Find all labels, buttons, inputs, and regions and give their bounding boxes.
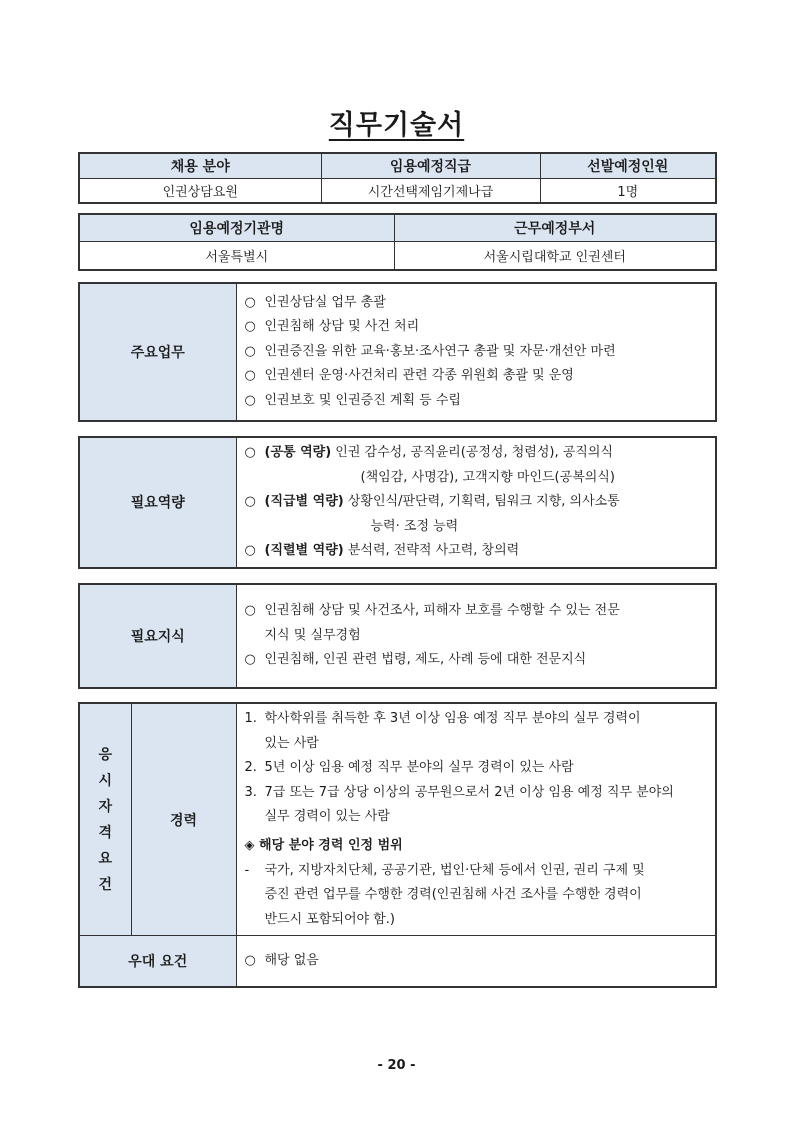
- list-item: ○ (직급별 역량) 상황인식/판단력, 기획력, 팀워크 지향, 의사소통: [244, 494, 620, 510]
- list-item: - 국가, 지방자치단체, 공공기관, 법인·단체 등에서 인권, 권리 구제 및: [244, 862, 645, 878]
- value-field: 인권상담요원: [79, 179, 321, 204]
- preference-value: [236, 936, 716, 988]
- list-item: ○ 인권보호 및 인권증진 계획 등 수립: [244, 392, 461, 408]
- list-item-continuation: 실무 경력이 있는 사람: [264, 809, 390, 825]
- qualifications-table: [78, 702, 717, 988]
- list-item: ○ 인권증진을 위한 교육·홍보·조사연구 총괄 및 자문·개선안 마련: [244, 343, 616, 359]
- experience-list: [236, 703, 716, 936]
- list-item: ○ 인권침해 상담 및 사건 처리: [244, 319, 420, 335]
- header-field: 채용 분야: [79, 153, 321, 179]
- competencies-list: [236, 437, 716, 568]
- competencies-table: [78, 436, 717, 569]
- knowledge-label: 필요지식: [79, 584, 236, 688]
- experience-label: 경력: [131, 703, 236, 936]
- header-department: 근무예정부서: [394, 214, 716, 242]
- list-item-continuation: 증진 관련 업무를 수행한 경력(인권침해 사건 조사를 수행한 경력이: [264, 887, 642, 903]
- list-item-continuation: 지식 및 실무경험: [264, 627, 361, 643]
- list-item-continuation: 능력· 조정 능력: [370, 518, 459, 534]
- knowledge-table: [78, 583, 717, 689]
- list-item: ○ 인권상담실 업무 총괄: [244, 294, 386, 310]
- value-agency: 서울특별시: [79, 242, 394, 271]
- list-item-continuation: 있는 사람: [264, 735, 319, 751]
- recognition-range-heading: ◈ 해당 분야 경력 인정 범위: [244, 837, 403, 853]
- page-title: 직무기술서: [328, 110, 465, 141]
- page-number: - 20 -: [377, 1058, 416, 1073]
- list-item: 3. 7급 또는 7급 상당 이상의 공무원으로서 2년 이상 임용 예정 직무 분야의: [244, 784, 674, 800]
- knowledge-list: [236, 584, 716, 688]
- value-department: 서울시립대학교 인권센터: [394, 242, 716, 271]
- list-item: 1. 학사학위를 취득한 후 3년 이상 임용 예정 직무 분야의 실무 경력이: [244, 711, 641, 726]
- list-item: ○ 인권침해, 인권 관련 법령, 제도, 사례 등에 대한 전문지식: [244, 652, 587, 668]
- list-item: ○ (공통 역량) 인권 감수성, 공직윤리(공정성, 청렴성), 공직의식: [244, 445, 613, 460]
- main-duties-list: [236, 283, 716, 421]
- value-headcount: 1명: [540, 179, 716, 204]
- header-grade: 임용예정직급: [321, 153, 540, 179]
- agency-info-table: [78, 213, 717, 271]
- preference-label: 우대 요건: [79, 936, 236, 988]
- list-item: 2. 5년 이상 임용 예정 직무 분야의 실무 경력이 있는 사람: [244, 760, 574, 776]
- list-item: ○ 인권센터 운영·사건처리 관련 각종 위원회 총괄 및 운영: [244, 368, 574, 384]
- list-item: ○ 인권침해 상담 및 사건조사, 피해자 보호를 수행할 수 있는 전문: [244, 603, 620, 619]
- list-item-continuation: (책임감, 사명감), 고객지향 마인드(공복의식): [360, 469, 615, 485]
- header-headcount: 선발예정인원: [540, 153, 716, 179]
- main-duties-table: [78, 282, 717, 422]
- list-item: ○ 해당 없음: [244, 953, 319, 969]
- position-info-table: [78, 152, 717, 204]
- competencies-label: 필요역량: [79, 437, 236, 568]
- qualifications-outer-label: 응 시 자 격 요 건: [79, 703, 131, 936]
- list-item-continuation: 반드시 포함되어야 함.): [264, 911, 395, 927]
- header-agency: 임용예정기관명: [79, 214, 394, 242]
- main-duties-label: 주요업무: [79, 283, 236, 421]
- value-grade: 시간선택제임기제나급: [321, 179, 540, 204]
- list-item: ○ (직렬별 역량) 분석력, 전략적 사고력, 창의력: [244, 543, 520, 559]
